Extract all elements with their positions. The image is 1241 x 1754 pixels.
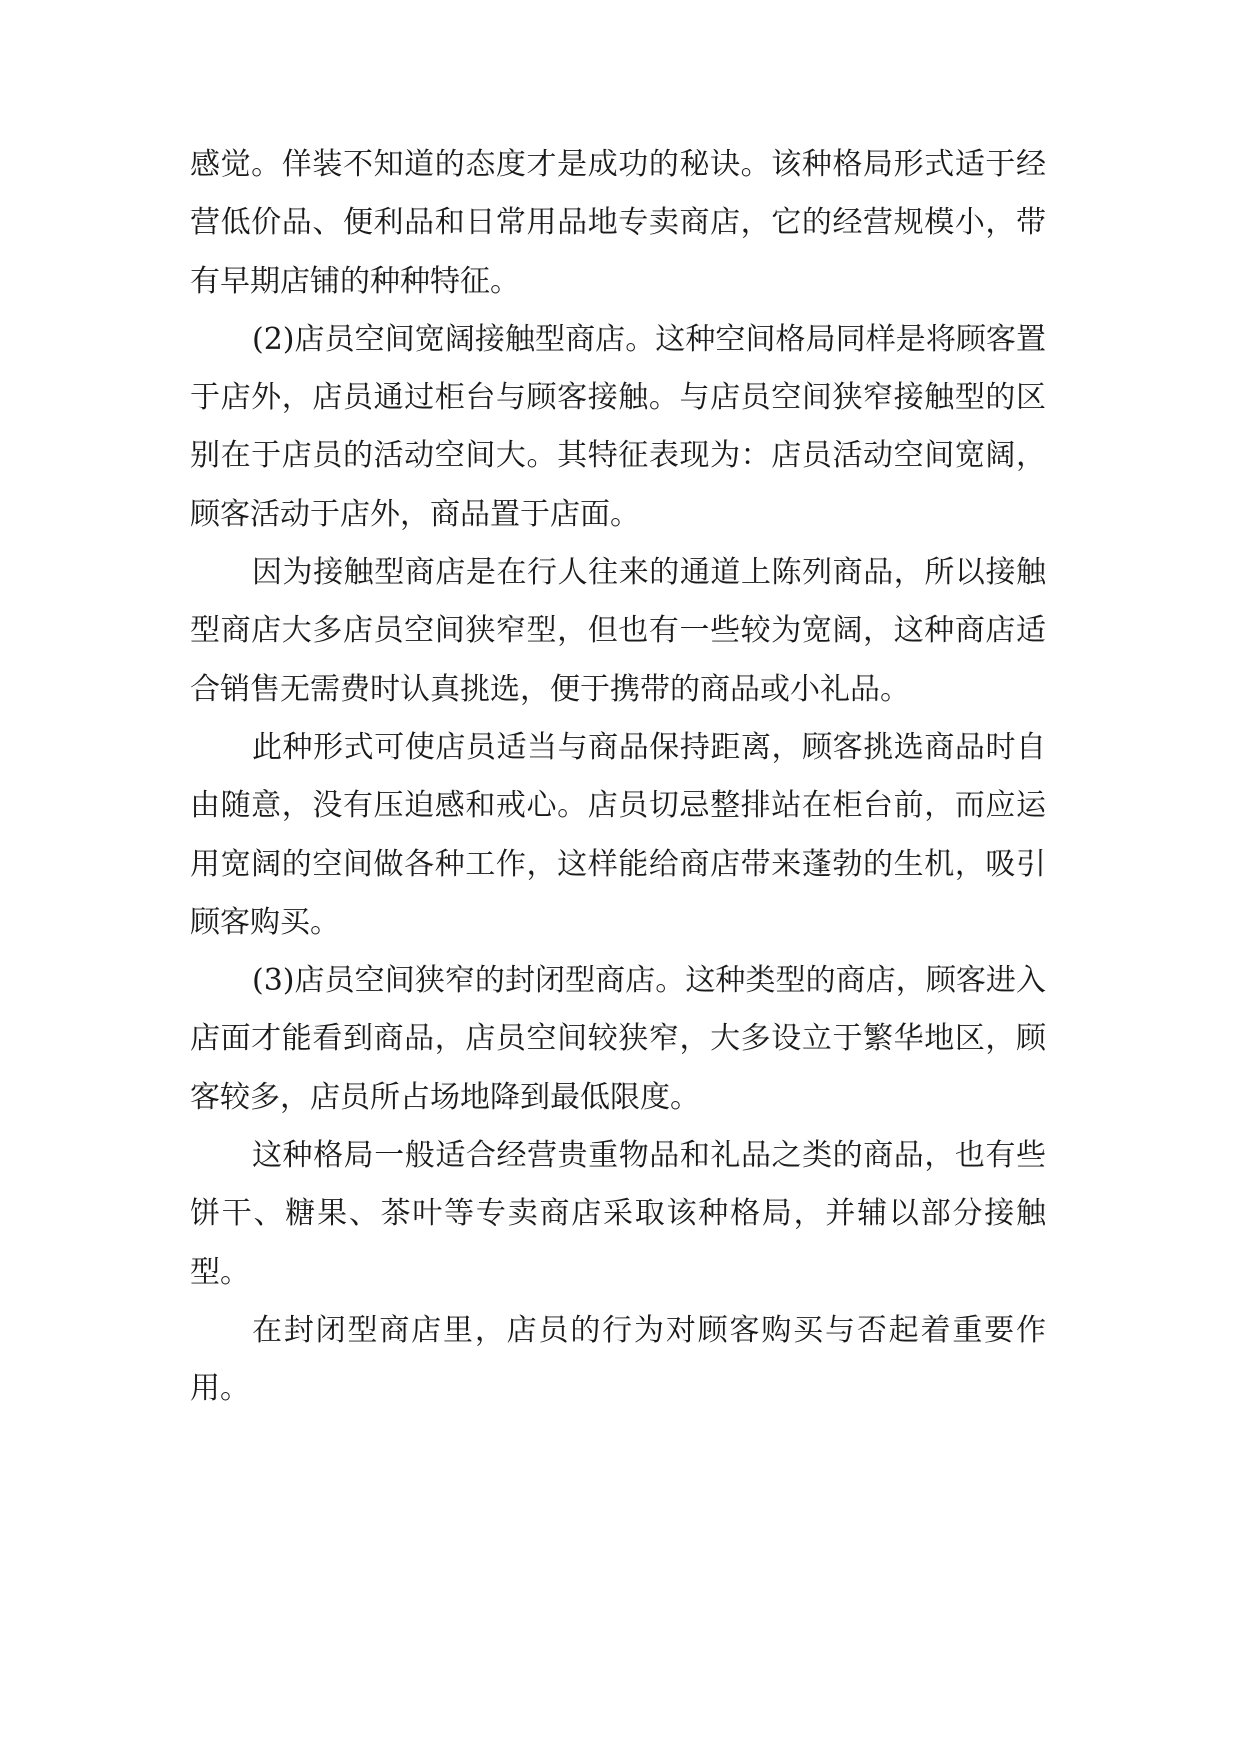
paragraph: 这种格局一般适合经营贵重物品和礼品之类的商品，也有些饼干、糖果、茶叶等专卖商店采取该种格局，并辅以部分接触型。 <box>190 1138 1046 1290</box>
paragraph: 在封闭型商店里，店员的行为对顾客购买与否起着重要作用。 <box>190 1312 1046 1407</box>
paragraph: (3)店员空间狭窄的封闭型商店。这种类型的商店，顾客进入店面才能看到商品，店员空间较狭窄，大多设立于繁华地区，顾客较多，店员所占场地降到最低限度。 <box>190 963 1046 1115</box>
paragraph: 感觉。佯装不知道的态度才是成功的秘诀。该种格局形式适于经营低价品、便利品和日常用品地专卖商店，它的经营规模小，带有早期店铺的种种特征。 <box>190 147 1046 299</box>
paragraph: (2)店员空间宽阔接触型商店。这种空间格局同样是将顾客置于店外，店员通过柜台与顾客接触。与店员空间狭窄接触型的区别在于店员的活动空间大。其特征表现为：店员活动空间宽阔，顾客活动于店外，商品置于店面。 <box>190 321 1046 532</box>
document-body <box>190 136 1046 1419</box>
paragraph: 因为接触型商店是在行人往来的通道上陈列商品，所以接触型商店大多店员空间狭窄型，但也有一些较为宽阔，这种商店适合销售无需费时认真挑选，便于携带的商品或小礼品。 <box>190 555 1046 707</box>
paragraph: 此种形式可使店员适当与商品保持距离，顾客挑选商品时自由随意，没有压迫感和戒心。店员切忌整排站在柜台前，而应运用宽阔的空间做各种工作，这样能给商店带来蓬勃的生机，吸引顾客购买。 <box>190 729 1046 940</box>
